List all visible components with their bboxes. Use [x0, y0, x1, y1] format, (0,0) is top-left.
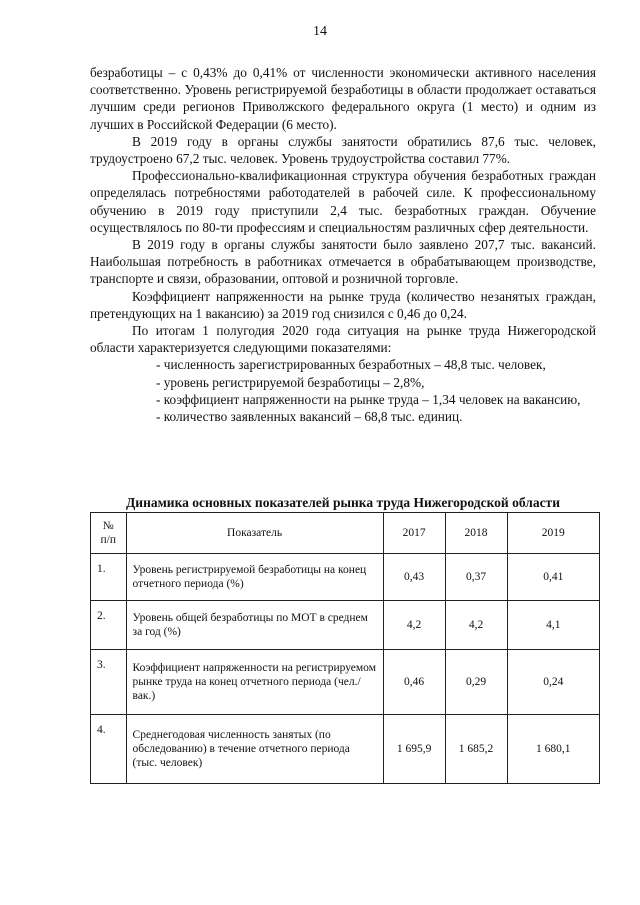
row-value-2018: 1 685,2 — [445, 715, 507, 784]
list-item-unemployment-level: - уровень регистрируемой безработицы – 2,8%, — [156, 374, 425, 390]
row-value-2017: 0,46 — [383, 650, 445, 715]
header-year-2019: 2019 — [507, 513, 599, 554]
table-title: Динамика основных показателей рынка труда Нижегородской области — [126, 495, 560, 510]
table-row — [91, 601, 600, 650]
header-number: № п/п — [91, 513, 127, 554]
row-value-2019: 4,1 — [507, 601, 599, 650]
paragraph-tension-coefficient: Коэффициент напряженности на рынке труда (количество незанятых граждан, претендующих на 1 вакансию) за 2019 год снизился с 0,46 до 0,24. — [90, 288, 596, 321]
row-indicator: Среднегодовая численность занятых (по обследованию) в течение отчетного периода (тыс. человек) — [126, 715, 383, 784]
row-value-2017: 1 695,9 — [383, 715, 445, 784]
row-value-2018: 0,37 — [445, 554, 507, 601]
paragraph-vacancies: В 2019 году в органы службы занятости было заявлено 207,7 тыс. вакансий. Наибольшая потребность в работниках отмечается в обрабатывающем производстве, транспорте и связи, образовании, оптовой и розничной торговле. — [90, 237, 596, 287]
header-year-2017: 2017 — [383, 513, 445, 554]
row-value-2019: 0,24 — [507, 650, 599, 715]
body-text — [90, 64, 596, 425]
labor-market-table — [90, 512, 600, 784]
row-value-2017: 0,43 — [383, 554, 445, 601]
row-indicator: Уровень регистрируемой безработицы на конец отчетного периода (%) — [126, 554, 383, 601]
row-value-2017: 4,2 — [383, 601, 445, 650]
row-number: 4. — [91, 715, 127, 784]
list-item-registered-unemployed: - численность зарегистрированных безработных – 48,8 тыс. человек, — [156, 357, 546, 373]
paragraph-vocational-training: Профессионально-квалификационная структура обучения безработных граждан определялась потребностями работодателей в рабочей силе. К профессиональному обучению в 2019 году приступили 2,4 тыс. безработных граждан. Обучение осуществлялось по 80-ти профессиям и специальностям различных сфер деятельности. — [90, 168, 596, 235]
table-header-row — [91, 513, 600, 554]
row-indicator: Коэффициент напряженности на регистрируемом рынке труда на конец отчетного периода (чел./вак.) — [126, 650, 383, 715]
row-value-2019: 0,41 — [507, 554, 599, 601]
table-row — [91, 650, 600, 715]
paragraph-employment-services: В 2019 году в органы службы занятости обратились 87,6 тыс. человек, трудоустроено 67,2 тыс. человек. Уровень трудоустройства составил 77%. — [90, 133, 596, 167]
header-year-2018: 2018 — [445, 513, 507, 554]
paragraph-unemployment-rate: безработицы – с 0,43% до 0,41% от численности экономически активного населения соответственно. Уровень регистрируемой безработицы в области продолжает оставаться лучшим среди регионов Приволжского федерального округа (1 место) и одним из лучших в Российской Федерации (6 место). — [90, 65, 596, 132]
list-item-declared-vacancies: - количество заявленных вакансий – 68,8 тыс. единиц. — [156, 409, 463, 425]
row-number: 1. — [91, 554, 127, 601]
row-value-2018: 0,29 — [445, 650, 507, 715]
list-item-tension-coefficient: - коэффициент напряженности на рынке труда – 1,34 человек на вакансию, — [156, 391, 581, 407]
row-value-2019: 1 680,1 — [507, 715, 599, 784]
header-indicator: Показатель — [126, 513, 383, 554]
row-number: 3. — [91, 650, 127, 715]
row-value-2018: 4,2 — [445, 601, 507, 650]
paragraph-half-year-summary: По итогам 1 полугодия 2020 года ситуация на рынке труда Нижегородской области характеризуется следующими показателями: — [90, 323, 596, 356]
table-row — [91, 554, 600, 601]
row-indicator: Уровень общей безработицы по МОТ в среднем за год (%) — [126, 601, 383, 650]
row-number: 2. — [91, 601, 127, 650]
page-number: 14 — [313, 24, 327, 39]
table-row — [91, 715, 600, 784]
